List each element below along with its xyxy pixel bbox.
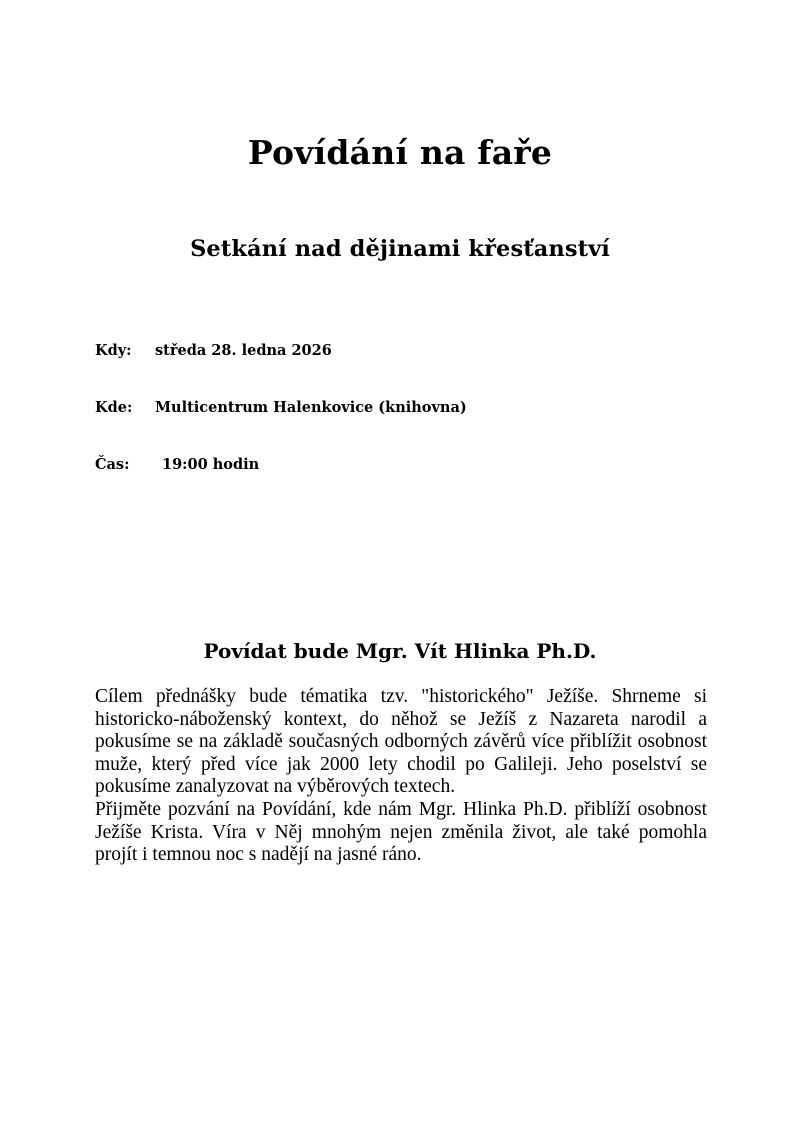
event-details <box>95 341 715 512</box>
body-copy <box>95 686 707 867</box>
page-subtitle: Setkání nad dějinami křesťanství <box>190 236 610 262</box>
speaker-heading: Povídat bude Mgr. Vít Hlinka Ph.D. <box>203 639 597 663</box>
body-paragraph: Přijměte pozvání na Povídání, kde nám Mgr. Hlinka Ph.D. přiblíží osobnost Ježíše Krista. Víra v Něj mnohým nejen změnila život, ale také pomohla projít i temnou noc s nadějí na jasné ráno. <box>95 798 707 866</box>
event-detail-date-value: středa 28. ledna 2026 <box>155 342 332 359</box>
event-detail-place <box>95 398 715 455</box>
event-detail-time <box>95 455 715 512</box>
event-detail-time-value: 19:00 hodin <box>162 456 260 473</box>
page-title: Povídání na faře <box>247 133 553 172</box>
body-paragraph: Cílem přednášky bude tématika tzv. "historického" Ježíše. Shrneme si historicko-náboženský kontext, do něhož se Ježíš z Nazareta narodil a pokusíme se na základě současných odborných závěrů více přiblížit osobnost muže, který před více jak 2000 lety chodil po Galileji. Jeho poselství se pokusíme zanalyzovat na výběrových textech. <box>95 686 707 798</box>
event-detail-date-label: Kdy: <box>95 342 132 359</box>
event-detail-date <box>95 341 715 398</box>
event-detail-place-value: Multicentrum Halenkovice (knihovna) <box>155 399 467 416</box>
event-detail-place-label: Kde: <box>95 399 133 416</box>
event-detail-time-label: Čas: <box>95 456 130 473</box>
